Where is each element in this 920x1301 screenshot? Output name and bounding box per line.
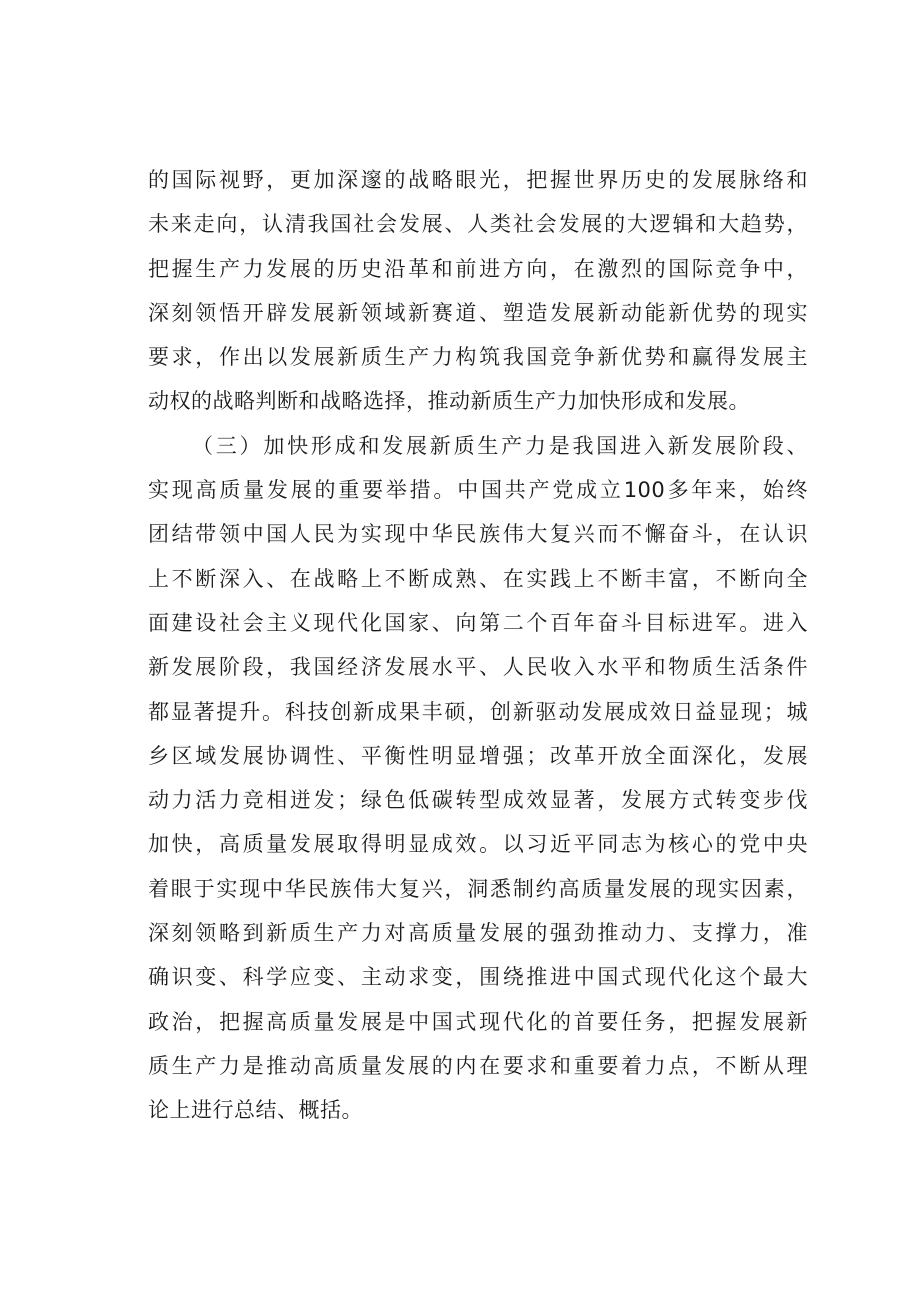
text-line: 团结带领中国人民为实现中华民族伟大复兴而不懈奋斗，在认识 xyxy=(148,522,808,547)
text-line: 深刻领略到新质生产力对高质量发展的强劲推动力、支撑力，准 xyxy=(148,921,808,946)
text-line: 要求，作出以发展新质生产力构筑我国竞争新优势和赢得发展主 xyxy=(148,345,808,370)
text-line: 都显著提升。科技创新成果丰硕，创新驱动发展成效日益显现；城 xyxy=(148,699,808,724)
text-line: 质生产力是推动高质量发展的内在要求和重要着力点，不断从理 xyxy=(148,1053,808,1078)
text-line: 确识变、科学应变、主动求变，围绕推进中国式现代化这个最大 xyxy=(148,965,808,990)
text-line: 动权的战略判断和战略选择，推动新质生产力加快形成和发展。 xyxy=(148,389,750,414)
text-line: 未来走向，认清我国社会发展、人类社会发展的大逻辑和大趋势， xyxy=(148,212,808,237)
text-line: 实现高质量发展的重要举措。中国共产党成立100多年来，始终 xyxy=(148,478,808,503)
text-line: 面建设社会主义现代化国家、向第二个百年奋斗目标进军。进入 xyxy=(148,610,808,635)
section-heading-line: （三）加快形成和发展新质生产力是我国进入新发展阶段、 xyxy=(192,433,808,458)
text-line: 动力活力竞相迸发；绿色低碳转型成效显著，发展方式转变步伐 xyxy=(148,788,808,813)
text-line: 加快，高质量发展取得明显成效。以习近平同志为核心的党中央 xyxy=(148,832,808,857)
text-line: 把握生产力发展的历史沿革和前进方向，在激烈的国际竞争中， xyxy=(148,256,808,281)
text-line: 的国际视野，更加深邃的战略眼光，把握世界历史的发展脉络和 xyxy=(148,168,808,192)
text-line: 深刻领悟开辟发展新领域新赛道、塑造发展新动能新优势的现实 xyxy=(148,300,808,325)
text-line: 政治，把握高质量发展是中国式现代化的首要任务，把握发展新 xyxy=(148,1009,808,1034)
text-line: 乡区域发展协调性、平衡性明显增强；改革开放全面深化，发展 xyxy=(148,743,808,768)
text-line: 新发展阶段，我国经济发展水平、人民收入水平和物质生活条件 xyxy=(148,655,808,680)
body-text xyxy=(148,158,808,1133)
text-line: 上不断深入、在战略上不断成熟、在实践上不断丰富，不断向全 xyxy=(148,566,808,591)
text-line: 论上进行总结、概括。 xyxy=(148,1098,363,1123)
text-line: 着眼于实现中华民族伟大复兴，洞悉制约高质量发展的现实因素， xyxy=(148,876,808,901)
